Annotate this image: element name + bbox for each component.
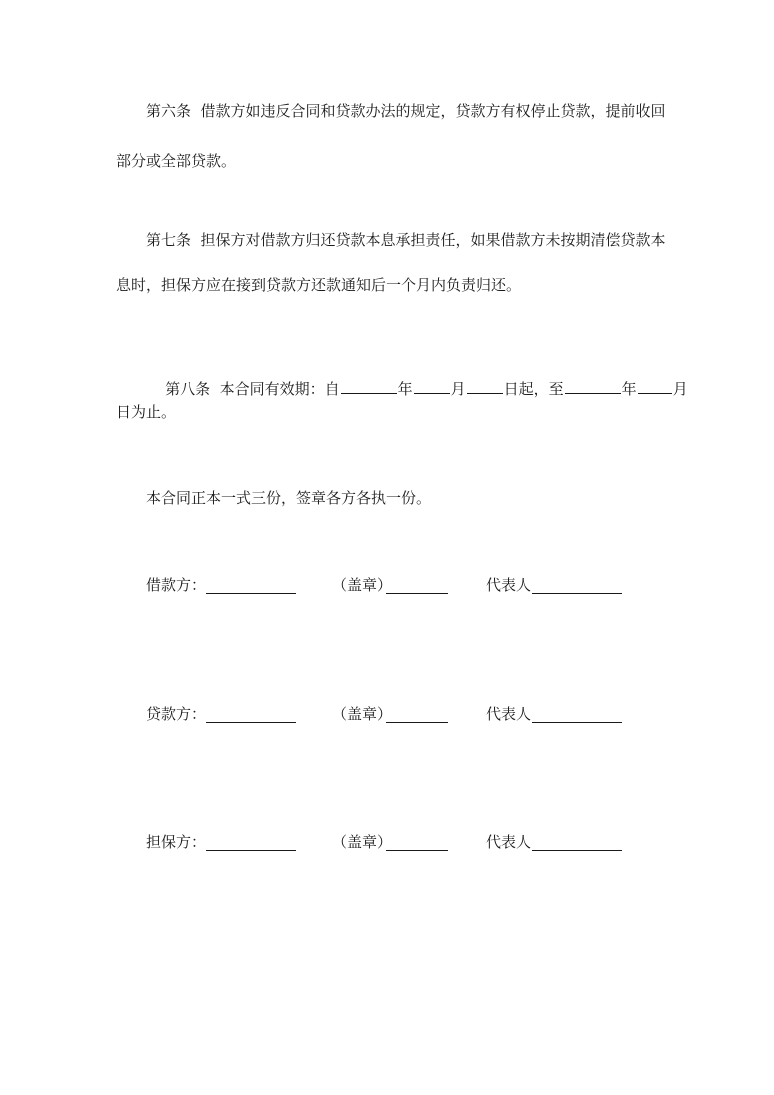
party-label: 贷款方： <box>146 705 207 723</box>
article-7-line-2: 息时，担保方应在接到贷款方还款通知后一个月内负责归还。 <box>116 276 522 294</box>
article-6-line-1: 第六条 借款方如违反合同和贷款办法的规定，贷款方有权停止贷款，提前收回 <box>146 102 666 120</box>
seal-label: （盖章） <box>332 833 393 851</box>
validity-start-month-blank[interactable] <box>414 378 450 394</box>
signature-row-borrower <box>146 575 706 597</box>
representative-line[interactable] <box>532 850 622 851</box>
article-8-prefix: 第八条 本合同有效期：自 <box>165 380 340 398</box>
seal-line[interactable] <box>386 850 448 851</box>
seal-label: （盖章） <box>332 705 393 723</box>
validity-end-month-blank[interactable] <box>638 378 672 394</box>
seal-line[interactable] <box>386 722 448 723</box>
party-signature-line[interactable] <box>206 850 296 851</box>
seal-label: （盖章） <box>332 576 393 594</box>
representative-label: 代表人 <box>486 705 532 723</box>
validity-start-day-blank[interactable] <box>467 378 503 394</box>
article-8-year-2: 年 <box>621 380 637 398</box>
article-8-line-2: 日为止。 <box>116 403 177 421</box>
party-signature-line[interactable] <box>206 722 296 723</box>
seal-line[interactable] <box>386 593 448 594</box>
article-7-line-1: 第七条 担保方对借款方归还贷款本息承担责任，如果借款方未按期清偿贷款本 <box>146 231 666 249</box>
party-label: 借款方： <box>146 576 207 594</box>
copies-clause: 本合同正本一式三份，签章各方各执一份。 <box>146 489 432 507</box>
article-8-line-1 <box>146 358 688 419</box>
signature-row-lender <box>146 704 706 726</box>
article-6-line-2: 部分或全部贷款。 <box>116 152 237 170</box>
article-8-month-2: 月 <box>672 380 688 398</box>
representative-line[interactable] <box>532 722 622 723</box>
signature-row-guarantor <box>146 832 706 854</box>
validity-start-year-blank[interactable] <box>341 378 397 394</box>
representative-line[interactable] <box>532 593 622 594</box>
representative-label: 代表人 <box>486 833 532 851</box>
article-8-month-1: 月 <box>450 380 466 398</box>
representative-label: 代表人 <box>486 576 532 594</box>
validity-end-year-blank[interactable] <box>565 378 621 394</box>
article-8-day-from: 日起，至 <box>503 380 564 398</box>
article-8-year-1: 年 <box>397 380 413 398</box>
party-signature-line[interactable] <box>206 593 296 594</box>
party-label: 担保方： <box>146 833 207 851</box>
